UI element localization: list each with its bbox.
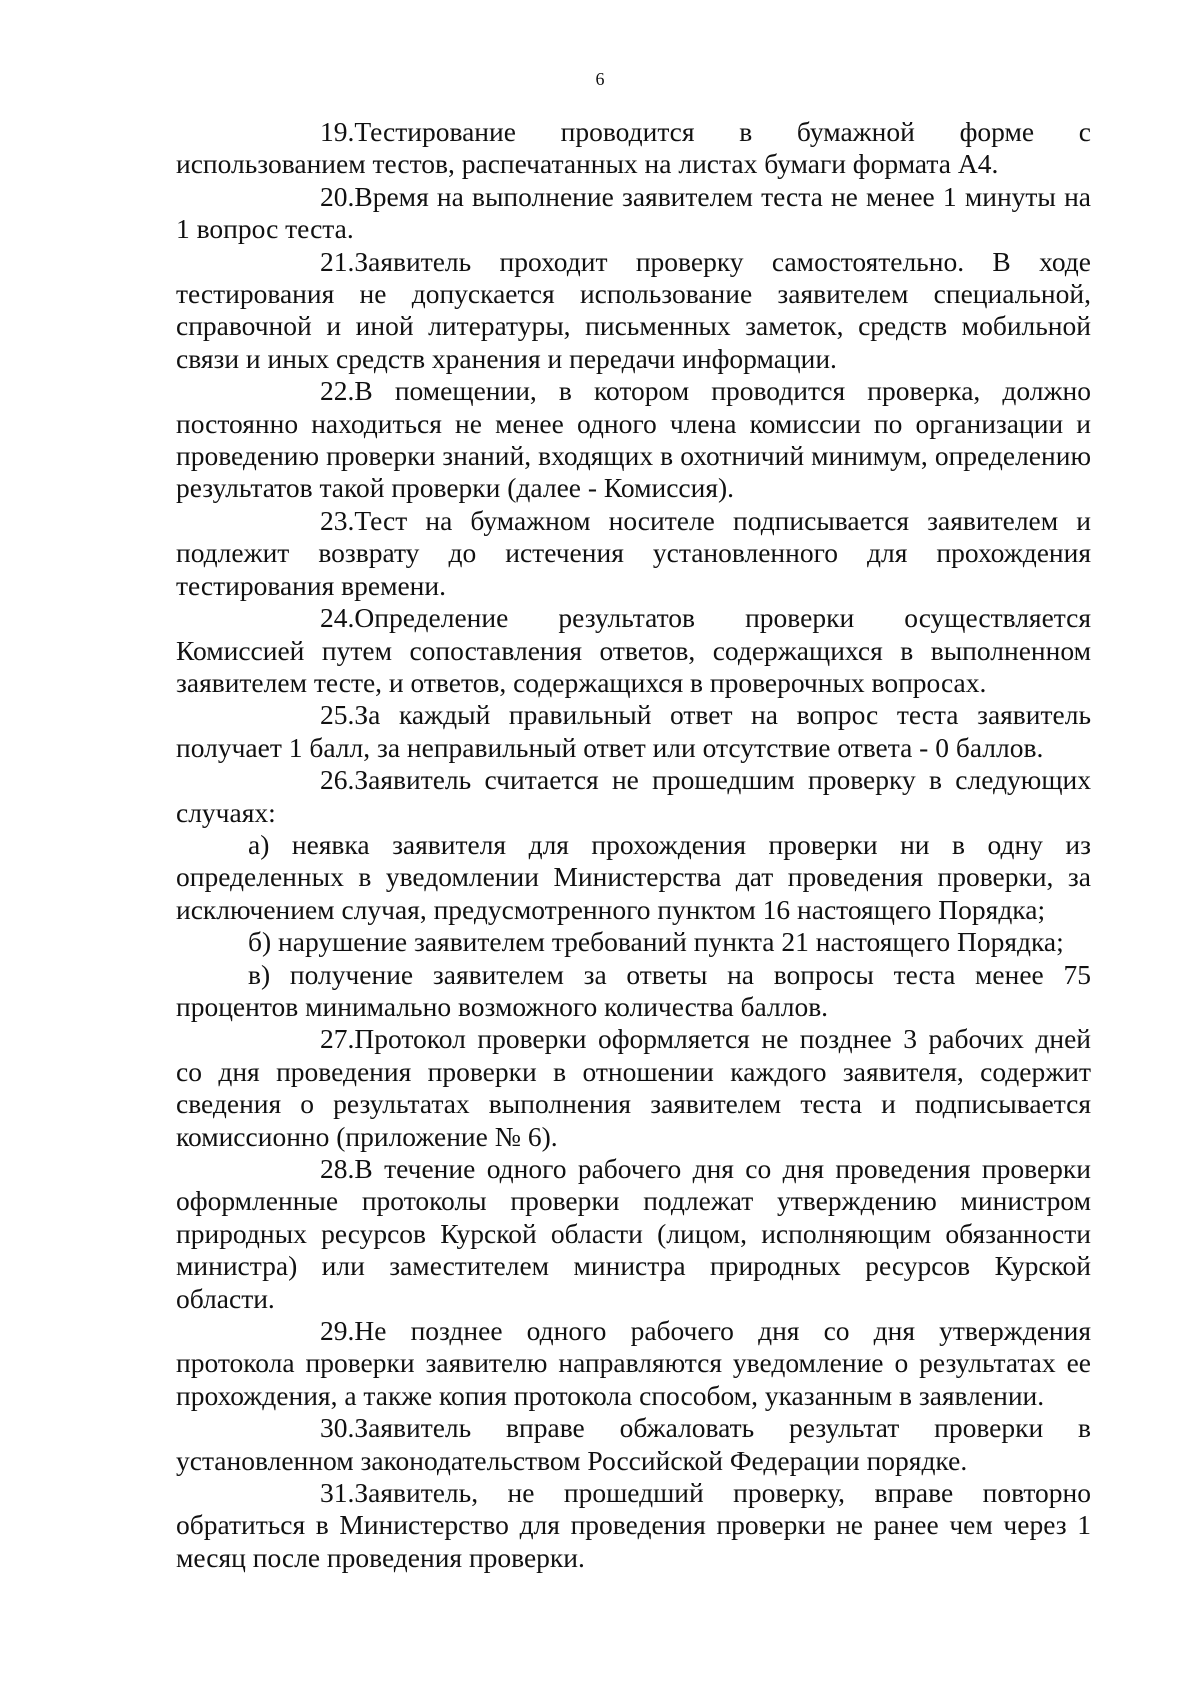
paragraph-text: Время на выполнение заявителем теста не менее 1 минуты на 1 вопрос теста.	[176, 180, 1091, 245]
paragraph-number: 31.	[320, 1477, 355, 1509]
paragraph-number: 19.	[320, 116, 355, 147]
paragraph-text: Заявитель проходит проверку самостоятельно. В ходе тестирования не допускается использование заявителем специальной, справочной и иной литературы, письменных заметок, средств мобильной связи и иных средств хранения и передачи информации.	[176, 245, 1091, 374]
paragraph-22	[176, 375, 1091, 505]
paragraph-27	[176, 1023, 1091, 1153]
paragraph-text: Заявитель считается не прошедшим проверку в следующих случаях:	[176, 764, 1091, 828]
paragraph-28	[176, 1153, 1091, 1315]
paragraph-number: 22.	[320, 375, 355, 407]
paragraph-31	[176, 1477, 1091, 1574]
paragraph-number: 23.	[320, 504, 355, 536]
paragraph-number: 26.	[320, 764, 355, 796]
paragraph-21	[176, 246, 1091, 376]
paragraph-number: 25.	[320, 699, 355, 731]
paragraph-19	[176, 116, 1091, 181]
paragraph-text: Тестирование проводится в бумажной форме с использованием тестов, распечатанных на листах бумаги формата А4.	[176, 116, 1091, 180]
paragraph-number: 30.	[320, 1412, 355, 1444]
paragraph-number: 21.	[320, 245, 355, 277]
paragraph-text: Тест на бумажном носителе подписывается заявителем и подлежит возврату до истечения установленного для прохождения тестирования времени.	[176, 504, 1091, 601]
paragraph-30	[176, 1412, 1091, 1477]
paragraph-number: 28.	[320, 1153, 355, 1184]
document-body	[176, 116, 1091, 1574]
subitem-b: б) нарушение заявителем требований пункта 21 настоящего Порядка;	[248, 926, 1064, 958]
paragraph-text: Определение результатов проверки осуществляется Комиссией путем сопоставления ответов, содержащихся в выполненном заявителем тесте, и ответов, содержащихся в проверочных вопросах.	[176, 602, 1091, 698]
paragraph-text: Не позднее одного рабочего дня со дня утверждения протокола проверки заявителю направляются уведомление о результатах ее прохождения, а также копия протокола способом, указанным в заявлении.	[176, 1315, 1091, 1411]
paragraph-text: Заявитель, не прошедший проверку, вправе повторно обратиться в Министерство для проведения проверки не ранее чем через 1 месяц после проведения проверки.	[176, 1477, 1091, 1573]
subitem-v: в) получение заявителем за ответы на вопросы теста менее 75 процентов минимально возможного количества баллов.	[176, 958, 1091, 1022]
paragraph-number: 27.	[320, 1023, 355, 1055]
paragraph-number: 20.	[320, 180, 355, 212]
page-number: 6	[595, 69, 605, 89]
paragraph-text: Протокол проверки оформляется не позднее 3 рабочих дней со дня проведения проверки в отношении каждого заявителя, содержит сведения о результатах выполнения заявителем теста и подписывается комиссионно (приложение № 6).	[176, 1023, 1091, 1152]
subitem-a: а) неявка заявителя для прохождения проверки ни в одну из определенных в уведомлении Министерства дат проведения проверки, за исключением случая, предусмотренного пунктом 16 настоящего Порядка;	[176, 828, 1091, 925]
paragraph-text: За каждый правильный ответ на вопрос теста заявитель получает 1 балл, за неправильный ответ или отсутствие ответа - 0 баллов.	[176, 699, 1091, 763]
paragraph-number: 24.	[320, 602, 355, 634]
paragraph-24	[176, 602, 1091, 699]
paragraph-text: Заявитель вправе обжаловать результат проверки в установленном законодательством Российской Федерации порядке.	[176, 1412, 1091, 1476]
paragraph-29	[176, 1315, 1091, 1412]
paragraph-20	[176, 181, 1091, 246]
paragraph-23	[176, 505, 1091, 602]
paragraph-number: 29.	[320, 1315, 355, 1347]
paragraph-26	[176, 764, 1091, 829]
paragraph-25	[176, 699, 1091, 764]
paragraph-text: В течение одного рабочего дня со дня проведения проверки оформленные протоколы проверки подлежат утверждению министром природных ресурсов Курской области (лицом, исполняющим обязанности министра) или заместителем министра природных ресурсов Курской области.	[176, 1153, 1091, 1314]
paragraph-text: В помещении, в котором проводится проверка, должно постоянно находиться не менее одного члена комиссии по организации и проведению проверки знаний, входящих в охотничий минимум, определению результатов такой проверки (далее - Комиссия).	[176, 375, 1091, 504]
